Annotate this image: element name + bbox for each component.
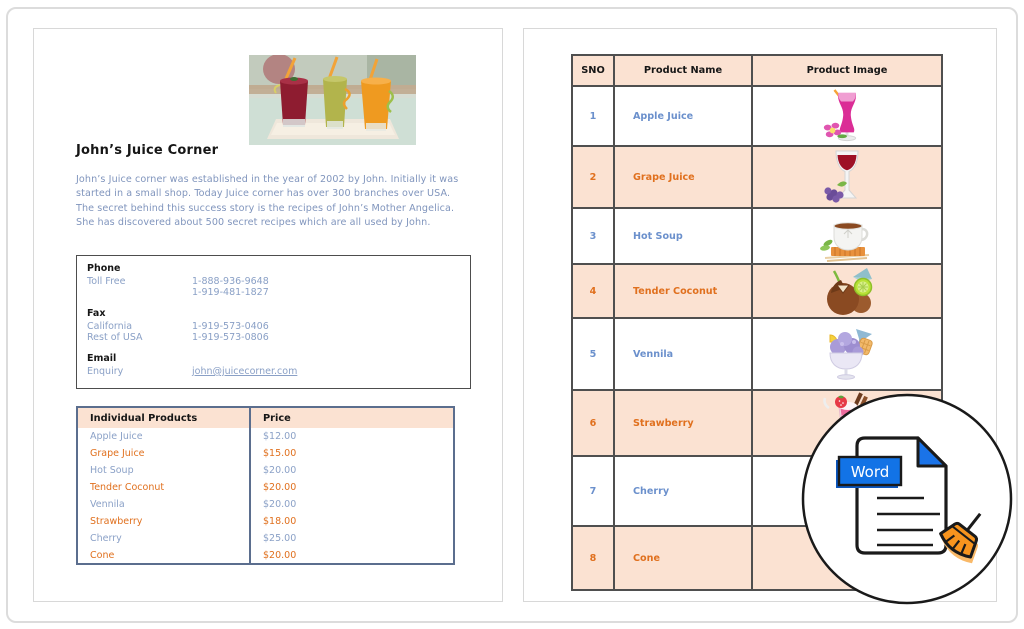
table-row — [77, 445, 454, 462]
product-price: $15.00 — [250, 445, 454, 462]
header-product-image: Product Image — [752, 55, 942, 86]
word-label-text: Word — [850, 463, 890, 481]
product-name: Tender Coconut — [614, 264, 752, 318]
product-image-cell — [752, 86, 942, 146]
table-row — [77, 513, 454, 530]
product-image-cell — [752, 264, 942, 318]
product-name: Cherry — [90, 533, 122, 544]
product-image-cell — [752, 318, 942, 390]
juice-glasses-photo-graphic — [249, 55, 416, 145]
product-name: Strawberry — [614, 390, 752, 456]
product-name: Vennila — [614, 318, 752, 390]
fax-row — [87, 333, 460, 344]
email-link[interactable]: john@juicecorner.com — [192, 366, 298, 377]
fax-number: 1-919-573-0806 — [192, 331, 269, 343]
product-sno: 7 — [572, 456, 614, 526]
table-row — [77, 547, 454, 564]
contact-info-box — [76, 255, 471, 389]
table-row — [572, 264, 942, 318]
product-price: $20.00 — [250, 547, 454, 564]
phone-row — [87, 288, 460, 299]
product-name: Apple Juice — [614, 86, 752, 146]
product-name: Hot Soup — [90, 465, 134, 476]
coconut-drink-icon — [817, 265, 877, 317]
fax-heading: Fax — [87, 308, 106, 319]
document-page-left — [33, 28, 503, 602]
table-row — [77, 530, 454, 547]
phone-label: Toll Free — [87, 276, 126, 287]
phone-number: 1-919-481-1827 — [192, 286, 269, 298]
grape-wine-glass-icon — [817, 149, 877, 205]
email-heading: Email — [87, 353, 117, 364]
table-row — [572, 86, 942, 146]
juice-glasses-photo — [249, 55, 416, 145]
image-table-header-row — [572, 55, 942, 86]
table-row — [572, 208, 942, 264]
product-name: Vennila — [90, 499, 125, 510]
product-price: $20.00 — [250, 462, 454, 479]
product-price: $12.00 — [250, 428, 454, 445]
word-clean-badge — [799, 391, 1015, 607]
fax-label: California — [87, 321, 133, 332]
fax-row — [87, 322, 460, 333]
product-sno: 2 — [572, 146, 614, 208]
product-price: $18.00 — [250, 513, 454, 530]
product-sno: 4 — [572, 264, 614, 318]
pink-cocktail-icon — [818, 89, 876, 143]
products-header-name: Individual Products — [90, 412, 198, 424]
product-name: Grape Juice — [90, 448, 145, 459]
table-row — [77, 496, 454, 513]
fax-label: Rest of USA — [87, 331, 143, 343]
soup-cup-icon — [817, 210, 877, 262]
product-name: Grape Juice — [614, 146, 752, 208]
product-sno: 6 — [572, 390, 614, 456]
product-price: $20.00 — [250, 479, 454, 496]
vanilla-sundae-icon — [816, 323, 878, 385]
table-row — [572, 146, 942, 208]
header-sno: SNO — [572, 55, 614, 86]
product-sno: 5 — [572, 318, 614, 390]
table-row — [77, 479, 454, 496]
intro-paragraph: John’s Juice corner was established in the year of 2002 by John. Initially it was started in a small shop. Today Juice corner has over 300 branches over USA. The secret behind this success story is the recipes of John’s Mother Angelica. She has discovered about 500 secret recipes which are all used by John. — [76, 174, 459, 229]
products-header-price: Price — [250, 407, 454, 428]
phone-heading: Phone — [87, 263, 121, 274]
product-name: Tender Coconut — [90, 482, 165, 493]
table-row — [77, 462, 454, 479]
product-name: Cone — [614, 526, 752, 590]
email-label: Enquiry — [87, 366, 124, 377]
product-name: Strawberry — [90, 516, 143, 527]
fax-number: 1-919-573-0406 — [192, 321, 269, 332]
phone-row — [87, 277, 460, 288]
product-name: Apple Juice — [90, 431, 143, 442]
product-image-cell — [752, 146, 942, 208]
product-sno: 3 — [572, 208, 614, 264]
page-title: John’s Juice Corner — [76, 143, 219, 158]
phone-number: 1-888-936-9648 — [192, 276, 269, 287]
product-name: Cone — [90, 549, 115, 561]
email-row — [87, 367, 460, 378]
product-price: $20.00 — [250, 496, 454, 513]
products-header-row — [77, 407, 454, 428]
table-row — [77, 428, 454, 445]
table-row — [572, 318, 942, 390]
product-name: Hot Soup — [614, 208, 752, 264]
product-price: $25.00 — [250, 530, 454, 547]
header-product-name: Product Name — [614, 55, 752, 86]
product-sno: 8 — [572, 526, 614, 590]
product-image-cell — [752, 208, 942, 264]
product-sno: 1 — [572, 86, 614, 146]
individual-products-table — [76, 406, 455, 565]
product-name: Cherry — [614, 456, 752, 526]
